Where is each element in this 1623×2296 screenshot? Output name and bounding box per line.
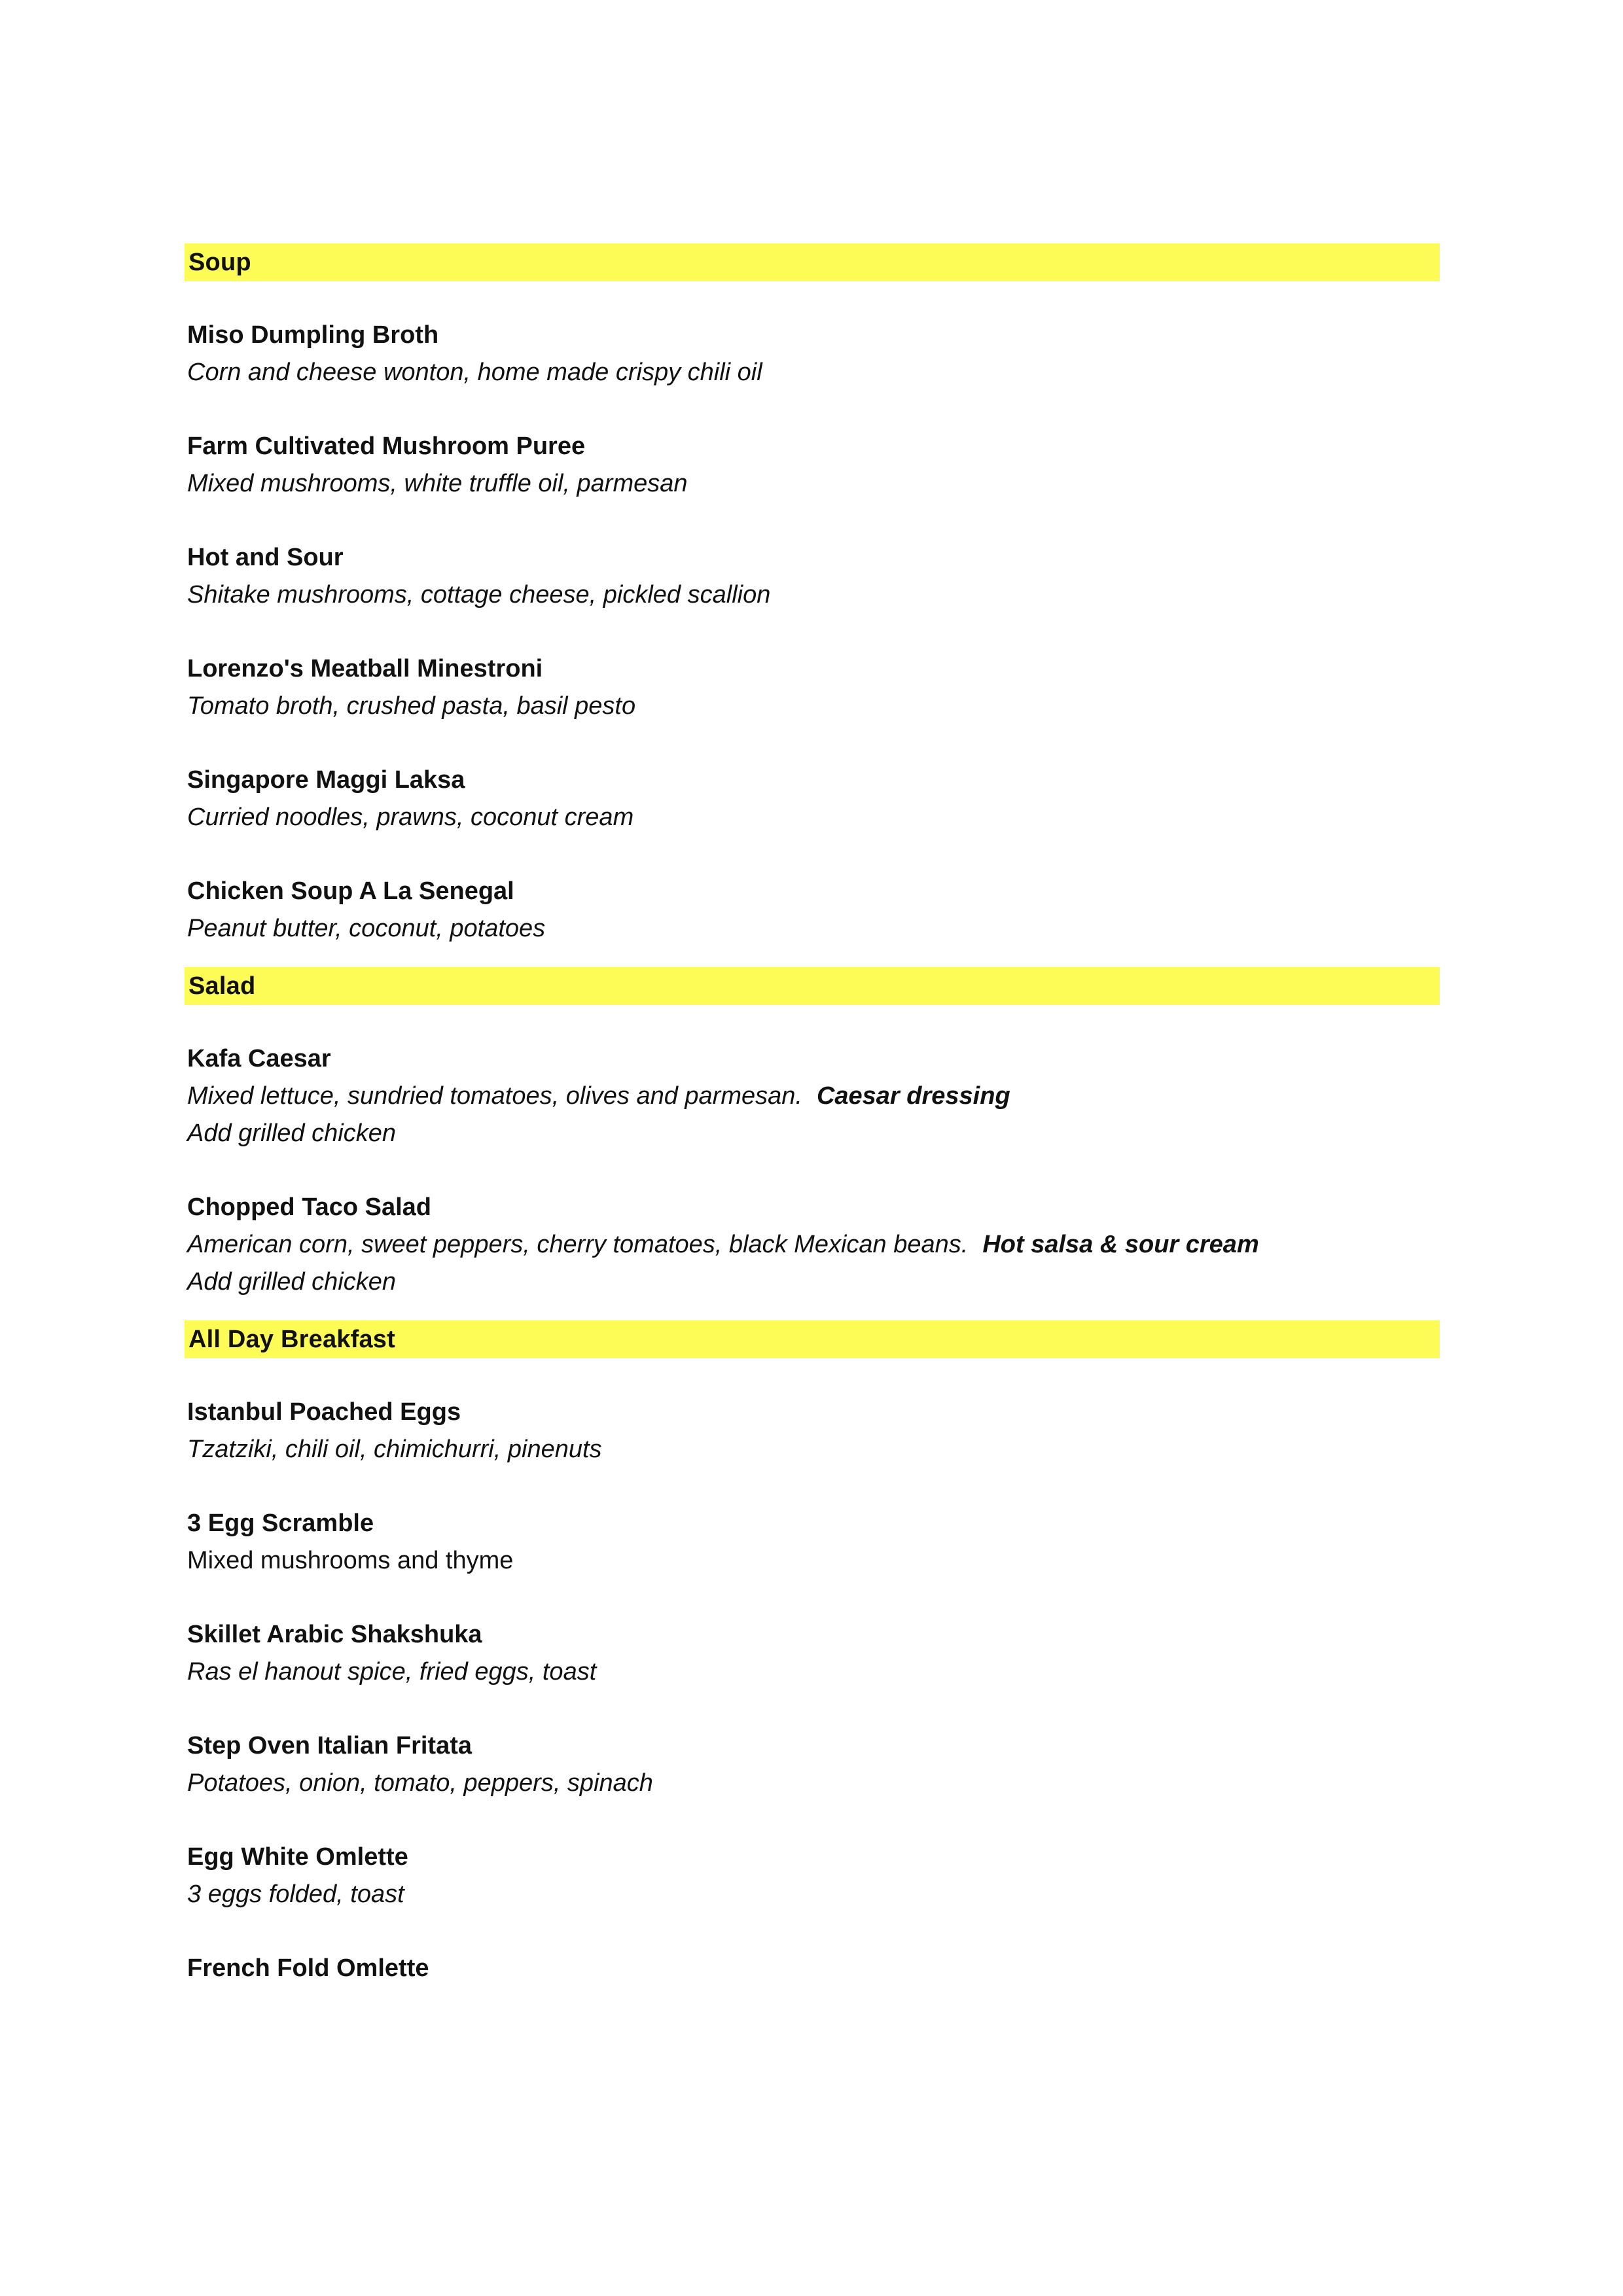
menu-item <box>185 1040 1440 1152</box>
item-description: Curried noodles, prawns, coconut cream <box>187 804 634 831</box>
item-description <box>185 1078 1440 1115</box>
menu-item <box>185 317 1440 391</box>
menu-item <box>185 1950 1440 1987</box>
menu-item <box>185 1727 1440 1802</box>
section-soup <box>185 243 1440 947</box>
item-name: Kafa Caesar <box>187 1045 331 1072</box>
item-name: 3 Egg Scramble <box>187 1510 374 1537</box>
item-name: Miso Dumpling Broth <box>187 321 439 349</box>
item-name: Chopped Taco Salad <box>187 1193 432 1221</box>
item-description-text: Mixed lettuce, sundried tomatoes, olives and parmesan. <box>187 1082 802 1110</box>
item-dressing: Hot salsa & sour cream <box>982 1231 1259 1258</box>
item-name: Istanbul Poached Eggs <box>187 1398 461 1426</box>
item-name: French Fold Omlette <box>187 1954 429 1982</box>
menu-content <box>185 243 1440 2024</box>
menu-item <box>185 762 1440 836</box>
item-dressing: Caesar dressing <box>816 1082 1010 1110</box>
section-salad <box>185 967 1440 1301</box>
item-name: Lorenzo's Meatball Minestroni <box>187 655 543 682</box>
item-description: Peanut butter, coconut, potatoes <box>187 915 546 942</box>
menu-item <box>185 539 1440 614</box>
item-name: Skillet Arabic Shakshuka <box>187 1621 482 1648</box>
menu-item <box>185 428 1440 503</box>
item-name: Hot and Sour <box>187 544 344 571</box>
menu-item <box>185 1505 1440 1580</box>
item-description: Ras el hanout spice, fried eggs, toast <box>187 1658 597 1686</box>
menu-item <box>185 1839 1440 1913</box>
item-addon: Add grilled chicken <box>187 1120 396 1147</box>
item-description: Shitake mushrooms, cottage cheese, pickled scallion <box>187 581 771 609</box>
section-title: Salad <box>185 967 1440 1005</box>
item-name: Farm Cultivated Mushroom Puree <box>187 433 586 460</box>
item-description: Tomato broth, crushed pasta, basil pesto <box>187 692 636 720</box>
section-title: All Day Breakfast <box>185 1320 1440 1358</box>
menu-item <box>185 1189 1440 1301</box>
item-description: Mixed mushrooms, white truffle oil, parmesan <box>187 470 688 497</box>
item-description <box>185 1226 1440 1263</box>
item-description: Mixed mushrooms and thyme <box>187 1547 514 1574</box>
item-description-text: American corn, sweet peppers, cherry tomatoes, black Mexican beans. <box>187 1231 969 1258</box>
item-name: Singapore Maggi Laksa <box>187 766 465 794</box>
section-title: Soup <box>185 243 1440 281</box>
item-description: Corn and cheese wonton, home made crispy chili oil <box>187 359 762 386</box>
item-name: Step Oven Italian Fritata <box>187 1732 472 1759</box>
menu-item <box>185 873 1440 947</box>
item-name: Chicken Soup A La Senegal <box>187 877 514 905</box>
section-all-day-breakfast <box>185 1320 1440 1987</box>
menu-item <box>185 650 1440 725</box>
item-description: Tzatziki, chili oil, chimichurri, pinenuts <box>187 1436 602 1463</box>
menu-item <box>185 1394 1440 1468</box>
item-addon: Add grilled chicken <box>187 1268 396 1296</box>
item-description: Potatoes, onion, tomato, peppers, spinach <box>187 1769 653 1797</box>
item-name: Egg White Omlette <box>187 1843 408 1871</box>
menu-item <box>185 1616 1440 1691</box>
item-description: 3 eggs folded, toast <box>187 1881 404 1908</box>
